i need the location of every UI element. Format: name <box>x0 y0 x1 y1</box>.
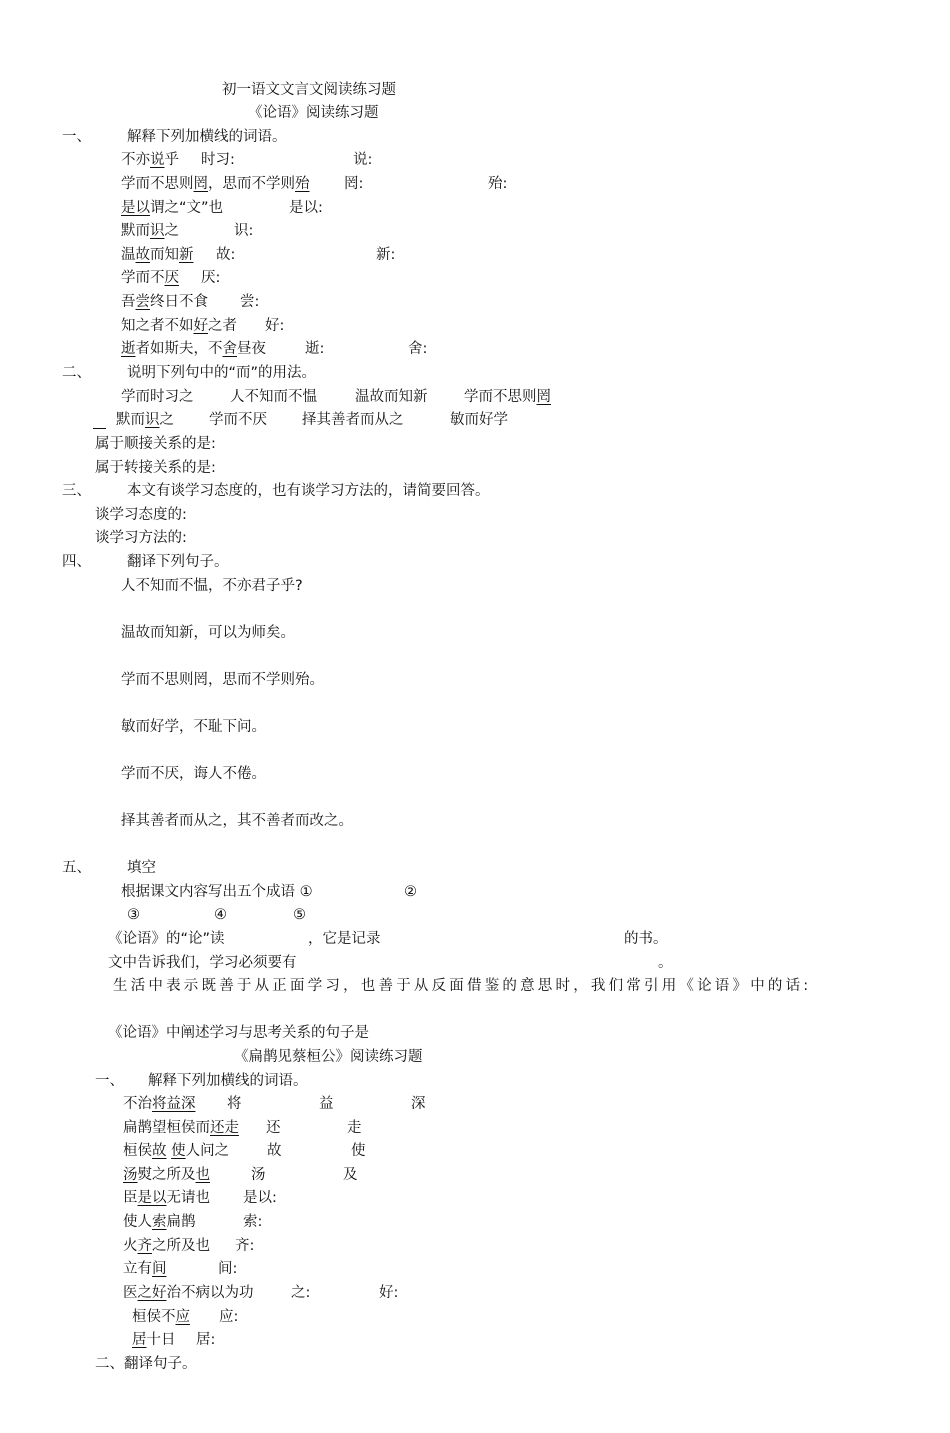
phrase-char: 学 <box>121 270 136 286</box>
phrase-char: 不 <box>179 294 194 310</box>
phrase-char: 知 <box>121 318 136 334</box>
answer-label: 走 <box>347 1120 362 1136</box>
phrase-char: 不 <box>150 176 165 192</box>
exercise-phrase <box>121 269 179 287</box>
exercise-phrase <box>123 1260 167 1278</box>
answer-label: 属于转接关系的是: <box>95 460 216 476</box>
underlined-char: 殆 <box>295 176 310 192</box>
underlined-char: 说 <box>150 152 165 168</box>
section-heading: 翻译下列句子。 <box>127 554 229 570</box>
phrase-char: 终 <box>150 294 165 310</box>
underlined-char: 之 <box>137 1285 152 1301</box>
exercise-phrase <box>121 340 266 358</box>
phrase-char: 之 <box>164 200 179 216</box>
page-title: 初一语文文言文阅读练习题 <box>222 82 396 98</box>
answer-label: 汤 <box>251 1167 266 1183</box>
phrase-char: 桓 <box>123 1143 138 1159</box>
underlined-char: 走 <box>224 1120 239 1136</box>
circled-number: ④ <box>214 907 227 923</box>
exercise-phrase <box>132 1331 176 1349</box>
phrase-char: 思 <box>164 176 179 192</box>
phrase-char: 昼 <box>237 341 252 357</box>
answer-label: 谈学习态度的: <box>95 507 187 523</box>
phrase-char: 不 <box>208 341 223 357</box>
phrase-char: 有 <box>137 1261 152 1277</box>
exercise-phrase <box>123 1189 210 1207</box>
phrase: 学而时习之 <box>121 389 194 405</box>
phrase-char: 则 <box>522 389 537 405</box>
translation-sentence: 人不知而不愠，不亦君子乎? <box>121 578 303 594</box>
phrase-char: 之 <box>214 1143 230 1159</box>
phrase-char: 火 <box>123 1238 138 1254</box>
phrase-char: ， <box>208 176 223 192</box>
underlined-char: 故 <box>135 247 150 263</box>
phrase-char: 而 <box>135 270 150 286</box>
phrase-char: 之 <box>135 318 150 334</box>
phrase-char: 无 <box>166 1190 181 1206</box>
answer-label: 殆: <box>488 176 508 192</box>
phrase-char: 夫 <box>179 341 194 357</box>
phrase-char: 斯 <box>164 341 179 357</box>
phrase-char: 鹊 <box>181 1214 196 1230</box>
section-heading: 填空 <box>127 860 156 876</box>
underlined-char: 应 <box>175 1309 190 1325</box>
section-heading: 解释下列加横线的词语。 <box>148 1073 308 1089</box>
phrase: 学而不厌 <box>209 412 267 428</box>
phrase: 温故而知新 <box>355 389 428 405</box>
underlined-char: 齐 <box>137 1238 152 1254</box>
section-number: 三、 <box>62 483 91 499</box>
answer-label: 舍: <box>408 341 428 357</box>
phrase-char: 不 <box>123 1096 138 1112</box>
phrase-char: 不 <box>164 318 179 334</box>
phrase-char: 及 <box>181 1167 196 1183</box>
exercise-phrase <box>121 293 208 311</box>
phrase-char: ， <box>193 341 208 357</box>
phrase-char: 以 <box>210 1285 225 1301</box>
section-number: 二、 <box>62 365 91 381</box>
phrase-char: 文 <box>186 200 202 216</box>
section-number: 一、 <box>62 129 91 145</box>
answer-label: 居: <box>196 1332 216 1348</box>
translation-sentence: 学而不厌，诲人不倦。 <box>121 766 266 782</box>
phrase-char: 学 <box>266 176 281 192</box>
circled-number: ② <box>404 884 417 900</box>
underlined-char: 厌 <box>164 270 179 286</box>
underlined-char: 也 <box>195 1167 210 1183</box>
underlined-char: 是 <box>137 1190 152 1206</box>
phrase-char: 所 <box>166 1167 181 1183</box>
phrase-char: 人 <box>185 1143 201 1159</box>
phrase-char: 病 <box>195 1285 210 1301</box>
fill-in-prompt: 的书。 <box>624 931 668 947</box>
phrase-char: 侯 <box>146 1309 161 1325</box>
phrase-char: 治 <box>166 1285 181 1301</box>
exercise-phrase <box>123 1237 210 1255</box>
exercise-phrase <box>121 222 179 240</box>
underlined-char: 以 <box>135 200 150 216</box>
phrase-char: 之 <box>164 223 179 239</box>
underlined-char: 识 <box>145 412 160 428</box>
answer-label: 是以: <box>289 200 323 216</box>
exercise-phrase <box>121 151 179 169</box>
underlined-char: 尝 <box>135 294 150 310</box>
phrase-char: 者 <box>135 341 150 357</box>
phrase-char: 问 <box>200 1143 215 1159</box>
phrase-char: 桓 <box>166 1120 181 1136</box>
answer-label: 还 <box>266 1120 281 1136</box>
lunyu-subtitle: 《论语》阅读练习题 <box>248 105 379 121</box>
phrase-char: 而 <box>135 223 150 239</box>
answer-label: 厌: <box>201 270 221 286</box>
phrase-char: 十 <box>146 1332 161 1348</box>
fill-in-prompt: 。 <box>658 955 673 971</box>
section-number: 四、 <box>62 554 91 570</box>
phrase-char: 之 <box>208 318 223 334</box>
phrase-char: 所 <box>166 1238 181 1254</box>
phrase-char: 治 <box>137 1096 152 1112</box>
phrase <box>116 411 174 429</box>
underlined-char: 舍 <box>222 341 237 357</box>
answer-label: 说: <box>353 152 373 168</box>
phrase-char: 臣 <box>123 1190 138 1206</box>
phrase-char: 则 <box>179 176 194 192</box>
phrase: 择其善者而从之 <box>302 412 404 428</box>
phrase: 人不知而不愠 <box>230 389 317 405</box>
underlined-char: 罔 <box>536 389 551 405</box>
exercise-phrase <box>123 1119 239 1137</box>
phrase-char: 不 <box>121 152 136 168</box>
exercise-phrase <box>121 175 310 193</box>
answer-label: 故 <box>267 1143 282 1159</box>
phrase-char: 鹊 <box>137 1120 152 1136</box>
phrase-char: 侯 <box>181 1120 196 1136</box>
underlined-char: 益 <box>166 1096 181 1112</box>
underlined-char: 居 <box>132 1332 147 1348</box>
answer-label: 及 <box>343 1167 358 1183</box>
phrase-char: 食 <box>193 294 208 310</box>
phrase-char: 而 <box>478 389 493 405</box>
answer-label: 间: <box>218 1261 238 1277</box>
answer-label: 属于顺接关系的是: <box>95 436 216 452</box>
section-heading: 二、翻译句子。 <box>95 1356 197 1372</box>
underlined-char: 深 <box>181 1096 196 1112</box>
fill-in-prompt: 根据课文内容写出五个成语 ① <box>121 884 313 900</box>
translation-sentence: 敏而好学，不耻下问。 <box>121 719 266 735</box>
exercise-phrase <box>132 1308 190 1326</box>
answer-label: 之: <box>291 1285 311 1301</box>
underlined-char: 故 <box>152 1143 167 1159</box>
phrase-char: 之 <box>159 412 174 428</box>
section-number: 五、 <box>62 860 91 876</box>
bianque-subtitle: 《扁鹊见蔡桓公》阅读练习题 <box>234 1049 423 1065</box>
underlined-char: 罔 <box>193 176 208 192</box>
phrase-char: 之 <box>152 1238 167 1254</box>
exercise-phrase <box>121 317 237 335</box>
exercise-phrase <box>123 1284 254 1302</box>
answer-label: 故: <box>216 247 236 263</box>
phrase-char: 请 <box>181 1190 196 1206</box>
phrase-char: 立 <box>123 1261 138 1277</box>
underlined-char: 逝 <box>121 341 136 357</box>
answer-label: 识: <box>234 223 254 239</box>
exercise-phrase <box>123 1213 196 1231</box>
phrase-char: 默 <box>116 412 131 428</box>
phrase-char: 也 <box>195 1190 210 1206</box>
phrase-char: 桓 <box>132 1309 147 1325</box>
exercise-phrase <box>123 1142 229 1160</box>
phrase-char: 熨 <box>137 1167 152 1183</box>
underlined-char: 新 <box>179 247 194 263</box>
phrase-char: 乎 <box>164 152 179 168</box>
fill-in-prompt: ，它是记录 <box>308 931 381 947</box>
phrase-char: 如 <box>179 318 194 334</box>
phrase-char: ” <box>201 200 209 216</box>
translation-sentence: 择其善者而从之，其不善者而改之。 <box>121 813 353 829</box>
answer-label: 新: <box>376 247 396 263</box>
answer-label: 谈学习方法的: <box>95 530 187 546</box>
exercise-phrase <box>121 246 194 264</box>
answer-label: 将 <box>227 1096 242 1112</box>
phrase <box>464 388 551 406</box>
exercise-phrase <box>123 1166 210 1184</box>
section-heading: 解释下列加横线的词语。 <box>127 129 287 145</box>
phrase-char: 默 <box>121 223 136 239</box>
phrase-char: 功 <box>239 1285 254 1301</box>
phrase-char: 望 <box>152 1120 167 1136</box>
phrase-char: 者 <box>150 318 165 334</box>
phrase-char: 而 <box>130 412 145 428</box>
phrase-char: “ <box>179 200 187 216</box>
underlined-char: 使 <box>171 1143 186 1159</box>
answer-label: 使 <box>351 1143 366 1159</box>
phrase-char: 不 <box>161 1309 176 1325</box>
phrase-char: 及 <box>181 1238 196 1254</box>
phrase-char: 亦 <box>135 152 150 168</box>
phrase-char: 日 <box>161 1332 176 1348</box>
answer-label: 好: <box>265 318 285 334</box>
answer-label: 索: <box>243 1214 263 1230</box>
underlined-char: 将 <box>152 1096 167 1112</box>
phrase-char: 温 <box>121 247 136 263</box>
phrase-char: 日 <box>164 294 179 310</box>
phrase-char: 也 <box>195 1238 210 1254</box>
underlined-char: 间 <box>152 1261 167 1277</box>
phrase-char: 之 <box>152 1167 167 1183</box>
answer-label: 好: <box>379 1285 399 1301</box>
phrase-char: 学 <box>464 389 479 405</box>
phrase-char: 学 <box>121 176 136 192</box>
phrase-char: 而 <box>195 1120 210 1136</box>
circled-number: ③ <box>127 907 140 923</box>
underlined-char: 好 <box>193 318 208 334</box>
phrase-char: 侯 <box>137 1143 152 1159</box>
phrase-char: 不 <box>181 1285 196 1301</box>
phrase-char: 如 <box>150 341 165 357</box>
answer-label: 逝: <box>305 341 325 357</box>
answer-blank <box>93 428 106 429</box>
phrase-char: 人 <box>137 1214 152 1230</box>
answer-label: 齐: <box>235 1238 255 1254</box>
underlined-char: 还 <box>210 1120 225 1136</box>
underlined-char: 好 <box>152 1285 167 1301</box>
translation-sentence: 温故而知新，可以为师矣。 <box>121 625 295 641</box>
phrase-char: 者 <box>222 318 237 334</box>
answer-label: 应: <box>219 1309 239 1325</box>
underlined-char: 是 <box>121 200 136 216</box>
underlined-char: 以 <box>152 1190 167 1206</box>
phrase-char: 使 <box>123 1214 138 1230</box>
phrase-char: 吾 <box>121 294 136 310</box>
phrase-char: 思 <box>507 389 522 405</box>
phrase-char: 医 <box>123 1285 138 1301</box>
phrase-char: 为 <box>224 1285 239 1301</box>
fill-in-prompt: 《论语》的“论”读 <box>108 931 225 947</box>
phrase-char: 思 <box>222 176 237 192</box>
phrase-char: 也 <box>208 200 224 216</box>
fill-in-prompt: 生活中表示既善于从正面学习，也善于从反面借鉴的意思时，我们常引用《论语》中的话: <box>113 978 812 994</box>
phrase-char: 而 <box>237 176 252 192</box>
underlined-char: 识 <box>150 223 165 239</box>
phrase-char: 知 <box>164 247 179 263</box>
section-heading: 本文有谈学习态度的，也有谈学习方法的，请简要回答。 <box>127 483 490 499</box>
phrase-char: 谓 <box>150 200 165 216</box>
phrase-char: 夜 <box>251 341 266 357</box>
answer-label: 尝: <box>240 294 260 310</box>
section-number: 一、 <box>95 1073 124 1089</box>
phrase-char: 不 <box>493 389 508 405</box>
answer-label: 是以: <box>243 1190 277 1206</box>
phrase-char: 而 <box>135 176 150 192</box>
answer-label: 深 <box>411 1096 426 1112</box>
exercise-phrase <box>123 1095 196 1113</box>
exercise-phrase <box>121 199 223 217</box>
answer-label: 时习: <box>201 152 235 168</box>
answer-label: 益 <box>319 1096 334 1112</box>
phrase-char: 不 <box>150 270 165 286</box>
phrase-char: 则 <box>280 176 295 192</box>
answer-label: 罔: <box>344 176 364 192</box>
fill-in-prompt: 文中告诉我们，学习必须要有 <box>108 955 297 971</box>
phrase-char: 不 <box>251 176 266 192</box>
phrase-char: 而 <box>150 247 165 263</box>
translation-sentence: 学而不思则罔，思而不学则殆。 <box>121 672 324 688</box>
phrase-char: 扁 <box>166 1214 181 1230</box>
phrase-char: 扁 <box>123 1120 138 1136</box>
phrase: 敏而好学 <box>450 412 508 428</box>
underlined-char: 汤 <box>123 1167 138 1183</box>
section-heading: 说明下列句中的“而”的用法。 <box>127 365 317 381</box>
fill-in-prompt: 《论语》中阐述学习与思考关系的句子是 <box>108 1025 369 1041</box>
circled-number: ⑤ <box>293 907 306 923</box>
underlined-char: 索 <box>152 1214 167 1230</box>
